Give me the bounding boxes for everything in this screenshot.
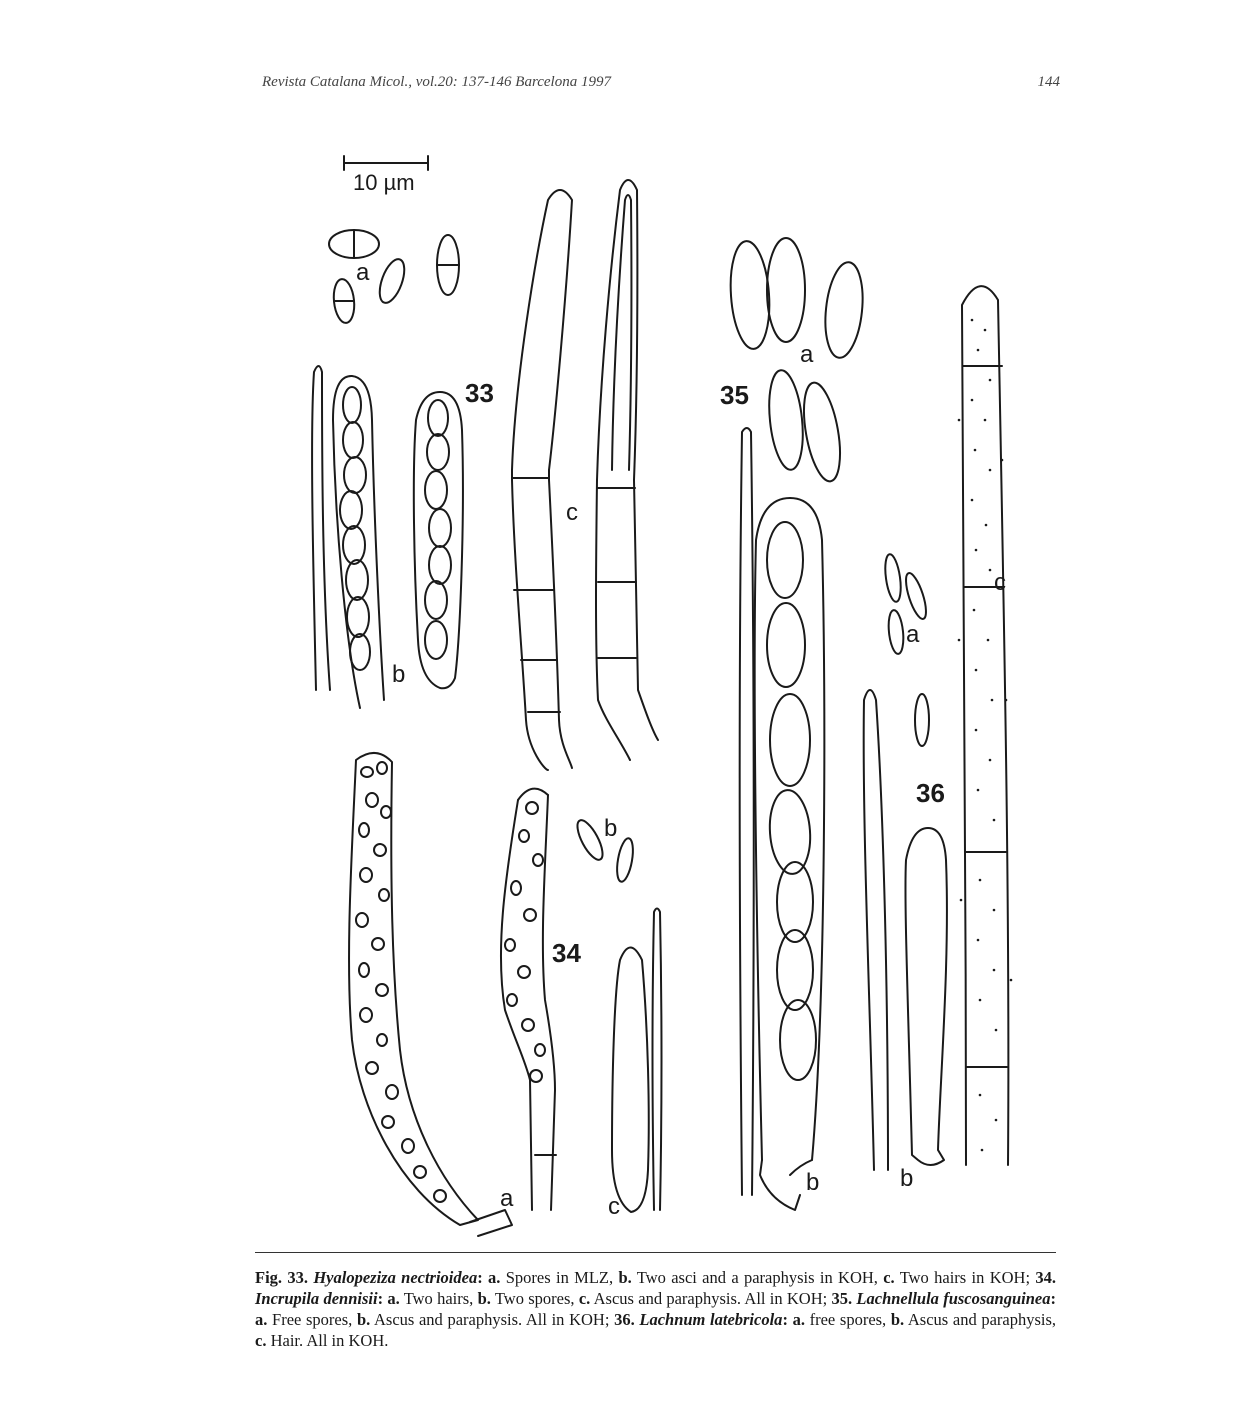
fig35-label-b: b <box>806 1169 820 1196</box>
fig34-hair-2 <box>501 789 556 1210</box>
caption-key: c. <box>883 1268 895 1287</box>
caption-text: Free spores, <box>267 1310 357 1329</box>
fig35-paraphysis <box>740 428 754 1195</box>
fig33-hair-1 <box>512 190 572 770</box>
caption-key: a. <box>792 1310 805 1329</box>
caption-text: free spores, <box>804 1310 891 1329</box>
fig36-label-b: b <box>900 1165 914 1192</box>
caption-text: Ascus and paraphysis. All in KOH; <box>370 1310 615 1329</box>
caption-fig33-species: Hyalopeziza nectrioidea <box>313 1268 478 1287</box>
caption-key: b. <box>890 1310 905 1329</box>
caption-key: c. <box>578 1289 591 1308</box>
fig36-spores <box>883 553 930 746</box>
scale-bar <box>344 156 428 195</box>
fig33-label-b: b <box>392 661 406 688</box>
caption-text: Two hairs, <box>399 1289 478 1308</box>
fig33-ascus-left <box>333 376 384 708</box>
caption-divider <box>255 1252 1056 1253</box>
caption-text: Ascus and paraphysis. All in KOH; <box>590 1289 832 1308</box>
caption-text: Two spores, <box>490 1289 579 1308</box>
fig34-hair-1 <box>349 753 512 1236</box>
fig35-label-a: a <box>800 341 814 368</box>
caption-fig34-species: Incrupila dennisii <box>255 1289 378 1308</box>
fig34-label-b: b <box>604 815 618 842</box>
caption-key: a. <box>387 1289 400 1308</box>
caption-key: a. <box>255 1310 268 1329</box>
page-number: 144 <box>1037 74 1060 90</box>
caption-key: b. <box>356 1310 371 1329</box>
fig36-paraphysis <box>864 690 888 1170</box>
fig34-ascus <box>612 909 662 1213</box>
fig35-number: 35 <box>720 380 749 410</box>
caption-key: a. <box>488 1268 501 1287</box>
caption-text: Ascus and paraphysis, <box>904 1310 1057 1329</box>
fig33-ascus-right <box>414 392 463 688</box>
caption-text: Spores in MLZ, <box>500 1268 619 1287</box>
fig36-hair <box>958 286 1013 1165</box>
caption-key: b. <box>618 1268 632 1287</box>
scale-bar-label: 10 µm <box>353 170 415 195</box>
caption-key: c. <box>255 1331 267 1350</box>
fig36-label-c: c <box>994 569 1006 596</box>
figure-caption: Fig. 33. Hyalopeziza nectrioidea: a. Spores in MLZ, b. Two asci and a paraphysis in KOH, c. Two hairs in KOH; 34. Incrupila dennisii: a. Two hairs, b. Two spores, c. Ascus and paraphysis. All in KOH; 35. Lachnellula fuscosanguinea: a. Free spores, b. Ascus and paraphysis. All in KOH; 36. Lachnum latebricola: a. free spores, b. Ascus and paraphysis, c. Hair. All in KOH. <box>255 1268 1057 1350</box>
caption-key: b. <box>477 1289 491 1308</box>
caption-fig36-species: Lachnum latebricola <box>639 1310 783 1329</box>
fig33-hair-2 <box>596 180 658 760</box>
caption-text: Two hairs in KOH; <box>894 1268 1036 1287</box>
fig35-spores <box>727 238 867 484</box>
caption-fig36-label: 36. <box>614 1310 635 1329</box>
fig34-label-a: a <box>500 1185 514 1212</box>
caption-fig34-label: 34. <box>1035 1268 1056 1287</box>
fig35-ascus <box>755 498 825 1210</box>
caption-fig33-label: Fig. 33. <box>255 1268 308 1287</box>
caption-text: Two asci and a paraphysis in KOH, <box>631 1268 884 1287</box>
caption-fig35-species: Lachnellula fuscosanguinea <box>856 1289 1051 1308</box>
fig34-label-c: c <box>608 1193 620 1220</box>
fig36-label-a: a <box>906 621 920 648</box>
journal-citation: Revista Catalana Micol., vol.20: 137-146 Barcelona 1997 <box>262 74 611 90</box>
fig36-number: 36 <box>916 778 945 808</box>
caption-fig35-label: 35. <box>831 1289 853 1308</box>
fig33-label-a: a <box>356 259 370 286</box>
fig33-label-c: c <box>566 499 578 526</box>
fig36-ascus <box>905 828 946 1165</box>
fig33-paraphysis <box>312 366 330 690</box>
fig33-number: 33 <box>465 378 494 408</box>
caption-text: Hair. All in KOH. <box>266 1331 389 1350</box>
fig33-spores <box>329 230 459 324</box>
fig34-number: 34 <box>552 938 581 968</box>
